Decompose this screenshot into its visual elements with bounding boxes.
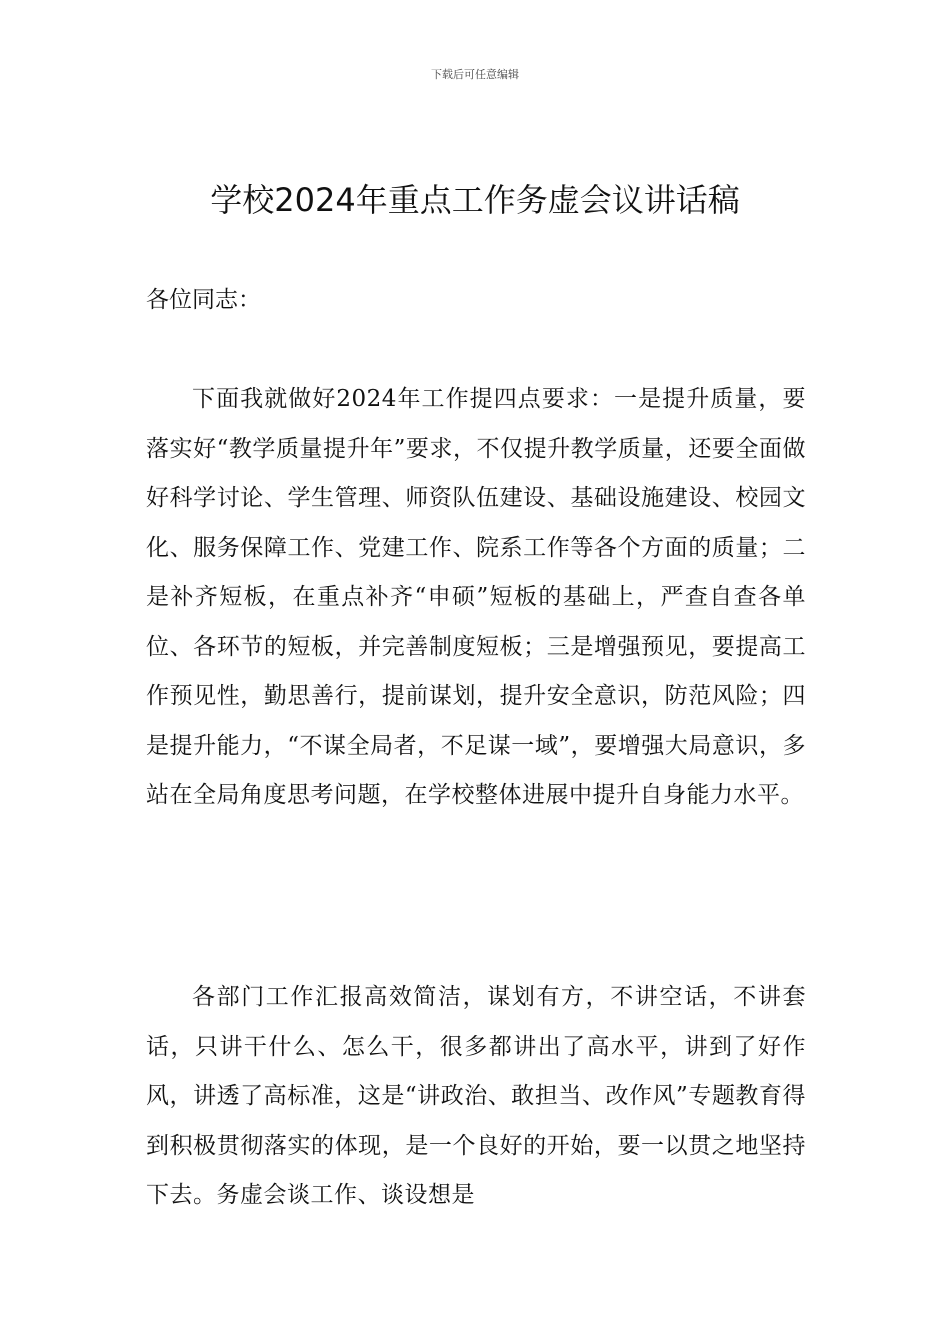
header-note: 下载后可任意编辑 [431, 68, 519, 81]
paragraph-requirements: 下面我就做好2024年工作提四点要求：一是提升质量，要落实好“教学质量提升年”要求，不仅提升教学质量，还要全面做好科学讨论、学生管理、师资队伍建设、基础设施建设、校园文化、服务保障工作、党建工作、院系工作等各个方面的质量；二是补齐短板，在重点补齐“申硕”短板的基础上，严查自查各单位、各环节的短板，并完善制度短板；三是增强预见，要提高工作预见性，勤思善行，提前谋划，提升安全意识，防范风险；四是提升能力，“不谋全局者，不足谋一域”，要增强大局意识，多站在全局角度思考问题，在学校整体进展中提升自身能力水平。 [146, 386, 806, 808]
greeting: 各位同志： [146, 287, 261, 313]
paragraph-department-reports: 各部门工作汇报高效简洁，谋划有方，不讲空话，不讲套话，只讲干什么、怎么干，很多都讲出了高水平，讲到了好作风，讲透了高标准，这是“讲政治、敢担当、改作风”专题教育得到积极贯彻落实的体现，是一个良好的开始，要一以贯之地坚持下去。务虚会谈工作、谈设想是 [146, 984, 806, 1208]
document-title: 学校2024年重点工作务虚会议讲话稿 [210, 181, 740, 219]
